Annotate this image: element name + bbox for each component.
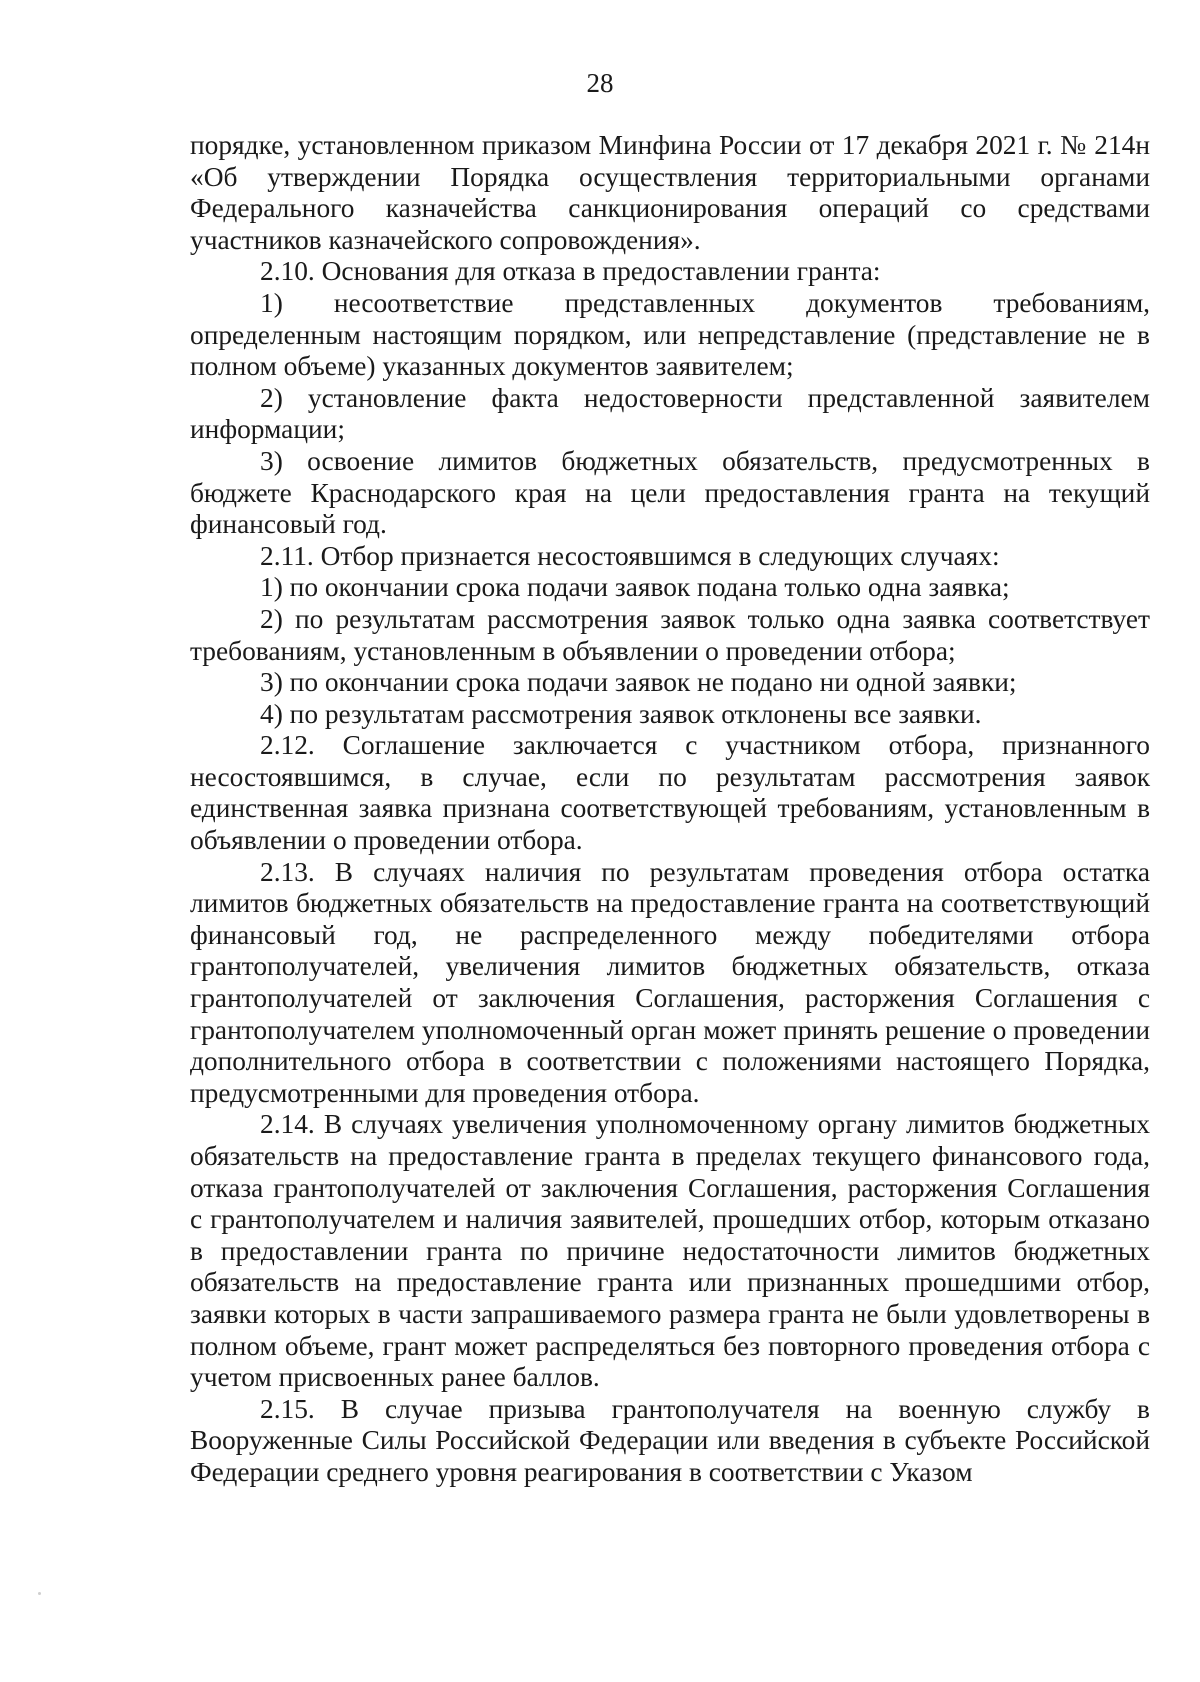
- list-item-2-10-2: 2) установление факта недостоверности представленной заявителем информации;: [190, 382, 1150, 445]
- list-item-2-10-1: 1) несоответствие представленных документов требованиям, определенным настоящим порядком, или непредставление (представление не в полном объеме) указанных документов заявителем;: [190, 287, 1150, 382]
- paragraph-2-14: 2.14. В случаях увеличения уполномоченному органу лимитов бюджетных обязательств на предоставление гранта в пределах текущего финансового года, отказа грантополучателей от заключения Соглашения, расторжения Соглашения с грантополучателем и наличия заявителей, прошедших отбор, которым отказано в предоставлении гранта по причине недостаточности лимитов бюджетных обязательств на предоставление гранта или признанных прошедшими отбор, заявки которых в части запрашиваемого размера гранта не были удовлетворены в полном объеме, грант может распределяться без повторного проведения отбора с учетом присвоенных ранее баллов.: [190, 1109, 1150, 1393]
- paragraph-continuation: порядке, установленном приказом Минфина России от 17 декабря 2021 г. № 214н «Об утверждении Порядка осуществления территориальными органами Федерального казначейства санкционирования операций со средствами участников казначейского сопровождения».: [190, 130, 1150, 255]
- paragraph-2-13: 2.13. В случаях наличия по результатам проведения отбора остатка лимитов бюджетных обязательств на предоставление гранта на соответствующий финансовый год, не распределенного между победителями отбора грантополучателей, увеличения лимитов бюджетных обязательств, отказа грантополучателей от заключения Соглашения, расторжения Соглашения с грантополучателем уполномоченный орган может принять решение о проведении дополнительного отбора в соответствии с положениями настоящего Порядка, предусмотренными для проведения отбора.: [190, 856, 1150, 1108]
- paragraph-2-12: 2.12. Соглашение заключается с участником отбора, признанного несостоявшимся, в случае, если по результатам рассмотрения заявок единственная заявка признана соответствующей требованиям, установленным в объявлении о проведении отбора.: [190, 730, 1150, 856]
- document-body: [190, 130, 1150, 1489]
- list-item-2-11-2: 2) по результатам рассмотрения заявок только одна заявка соответствует требованиям, установленным в объявлении о проведении отбора;: [190, 603, 1150, 666]
- list-item-2-10-3: 3) освоение лимитов бюджетных обязательств, предусмотренных в бюджете Краснодарского края на цели предоставления гранта на текущий финансовый год.: [190, 445, 1150, 540]
- paragraph-2-15: 2.15. В случае призыва грантополучателя на военную службу в Вооруженные Силы Российской Федерации или введения в субъекте Российской Федерации среднего уровня реагирования в соответствии с Указом: [190, 1393, 1150, 1487]
- paragraph-2-11: 2.11. Отбор признается несостоявшимся в следующих случаях:: [260, 540, 1000, 571]
- list-item-2-11-3: 3) по окончании срока подачи заявок не подано ни одной заявки;: [260, 667, 1017, 698]
- paragraph-2-10: 2.10. Основания для отказа в предоставлении гранта:: [260, 256, 881, 287]
- list-item-2-11-1: 1) по окончании срока подачи заявок подана только одна заявка;: [260, 572, 1010, 603]
- page-number: 28: [586, 68, 614, 98]
- list-item-2-11-4: 4) по результатам рассмотрения заявок отклонены все заявки.: [260, 698, 982, 729]
- scan-speck: [38, 1592, 41, 1595]
